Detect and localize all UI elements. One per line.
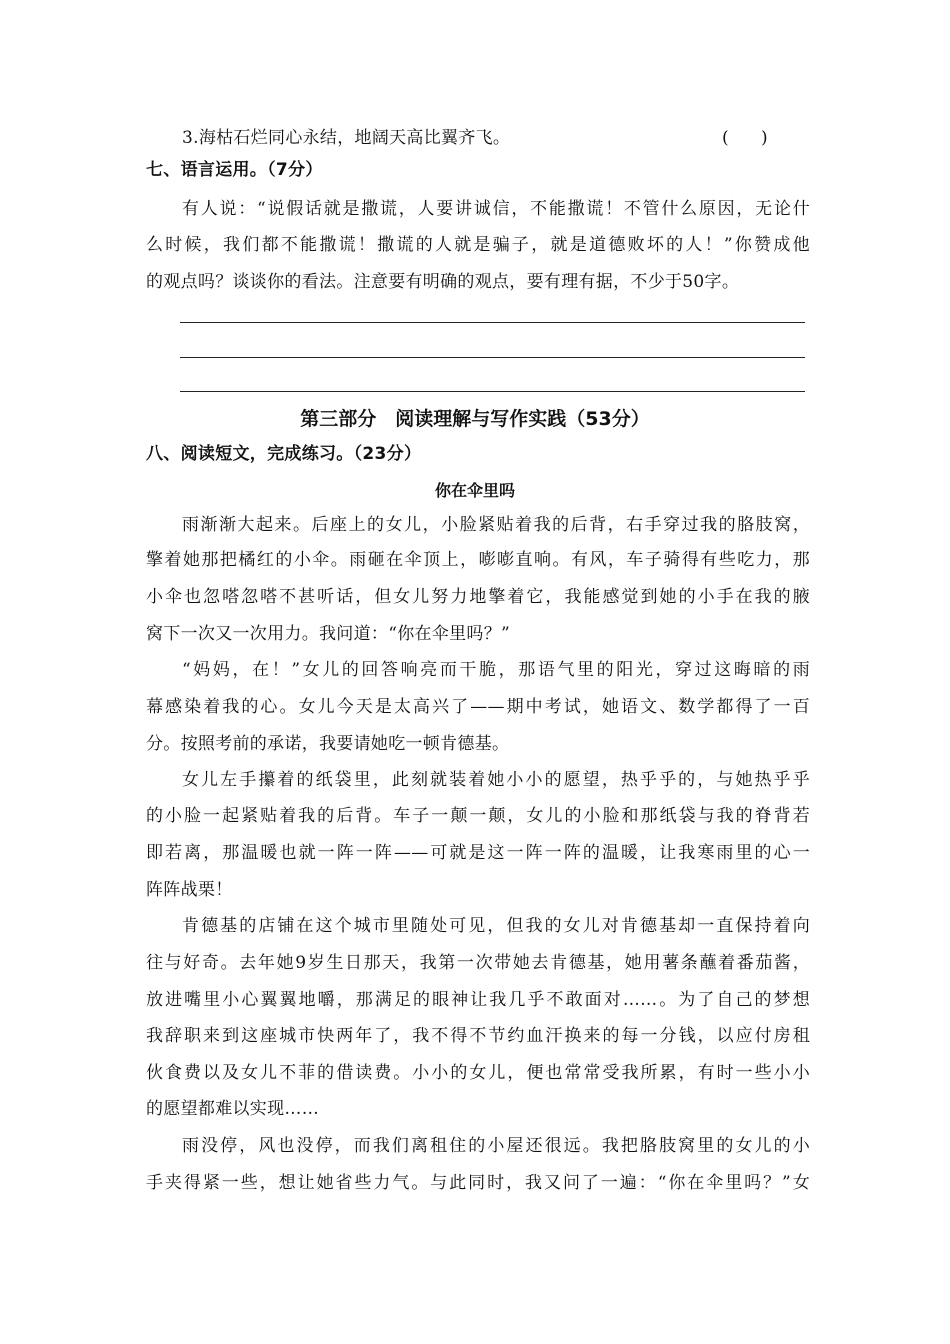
essay-line-16: 伙食费以及女儿不菲的借读费。小小的女儿，便也常常受我所累，有时一些小小 xyxy=(146,1063,810,1083)
essay-line-13: 往与好奇。去年她9岁生日那天，我第一次带她去肯德基，她用薯条蘸着番茄酱， xyxy=(146,953,810,973)
answer-line-1[interactable] xyxy=(180,322,805,323)
section-8-heading: 八、阅读短文，完成练习。（23分） xyxy=(146,444,422,464)
essay-title: 你在伞里吗 xyxy=(434,481,515,500)
essay-line-9: 的小脸一起紧贴着我的后背。车子一颠一颠，女儿的小脸和那纸袋与我的脊背若 xyxy=(146,806,810,826)
essay-line-3: 小伞也忽嗒忽嗒不甚听话，但女儿努力地擎着它，我能感觉到她的小手在我的腋 xyxy=(146,587,810,607)
essay-line-19: 手夹得紧一些，想让她省些力气。与此同时，我又问了一遍：“你在伞里吗？”女 xyxy=(146,1173,810,1193)
answer-line-2[interactable] xyxy=(180,357,805,358)
essay-line-7: 分。按照考前的承诺，我要请她吃一顿肯德基。 xyxy=(146,734,510,754)
section-7-heading: 七、语言运用。（7分） xyxy=(146,160,323,180)
essay-line-1: 雨渐渐大起来。后座上的女儿，小脸紧贴着我的后背，右手穿过我的胳肢窝， xyxy=(182,515,810,535)
essay-line-12: 肯德基的店铺在这个城市里随处可见，但我的女儿对肯德基却一直保持着向 xyxy=(182,916,810,936)
answer-parentheses: ( ) xyxy=(722,128,768,148)
section-7-line-3: 的观点吗？谈谈你的看法。注意要有明确的观点，要有理有据，不少于50字。 xyxy=(146,272,740,292)
essay-line-10: 即若离，那温暖也就一阵一阵——可就是这一阵一阵的温暖，让我寒雨里的心一 xyxy=(146,843,810,863)
essay-line-6: 幕感染着我的心。女儿今天是太高兴了——期中考试，她语文、数学都得了一百 xyxy=(146,697,810,717)
essay-line-15: 我辞职来到这座城市快两年了，我不得不节约血汗换来的每一分钱，以应付房租 xyxy=(146,1026,810,1046)
essay-line-17: 的愿望都难以实现…… xyxy=(146,1099,319,1119)
section-7-line-1: 有人说：“说假话就是撒谎，人要讲诚信，不能撒谎！不管什么原因，无论什 xyxy=(182,199,810,219)
section-7-line-2: 么时候，我们都不能撒谎！撒谎的人就是骗子，就是道德败坏的人！”你赞成他 xyxy=(146,235,810,255)
question-item-3: 3.海枯石烂同心永结，地阔天高比翼齐飞。 xyxy=(182,128,511,148)
essay-line-2: 擎着她那把橘红的小伞。雨砸在伞顶上，嘭嘭直响。有风，车子骑得有些吃力，那 xyxy=(146,550,810,570)
essay-line-11: 阵阵战栗！ xyxy=(146,880,233,900)
essay-line-8: 女儿左手攥着的纸袋里，此刻就装着她小小的愿望，热乎乎的，与她热乎乎 xyxy=(182,770,810,790)
essay-line-5: “妈妈，在！”女儿的回答响亮而干脆，那语气里的阳光，穿过这晦暗的雨 xyxy=(182,660,810,680)
answer-line-3[interactable] xyxy=(180,391,805,392)
essay-line-4: 窝下一次又一次用力。我问道：“你在伞里吗？” xyxy=(146,624,510,644)
part-3-title: 第三部分 阅读理解与写作实践（53分） xyxy=(300,408,650,430)
essay-line-18: 雨没停，风也没停，而我们离租住的小屋还很远。我把胳肢窝里的女儿的小 xyxy=(182,1136,810,1156)
essay-line-14: 放进嘴里小心翼翼地嚼，那满足的眼神让我几乎不敢面对……。为了自己的梦想 xyxy=(146,990,810,1010)
